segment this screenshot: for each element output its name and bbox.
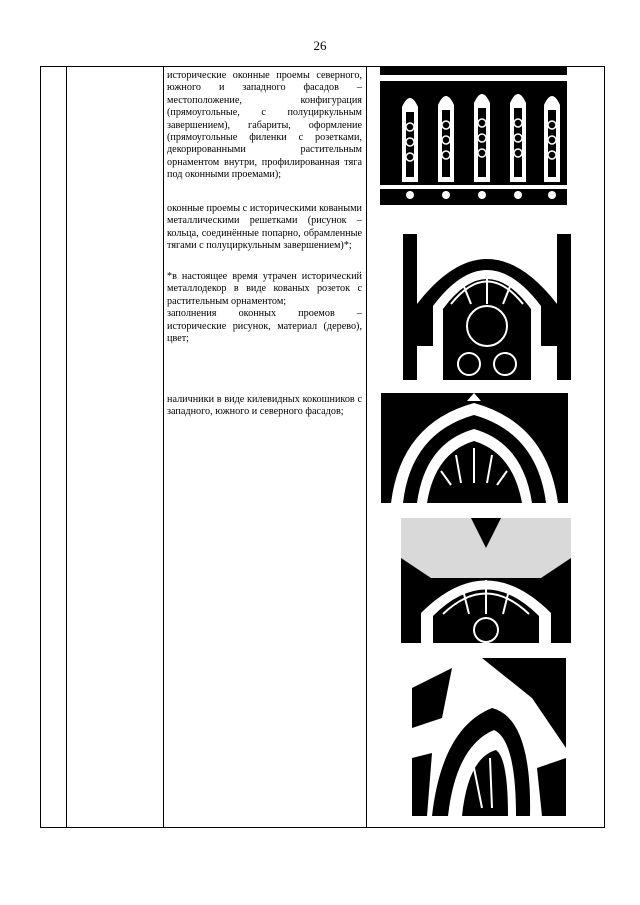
photo-window-grille bbox=[403, 234, 571, 380]
description-grilles bbox=[167, 203, 362, 253]
description-lost-note bbox=[167, 271, 362, 345]
photo-window-arcade bbox=[380, 67, 567, 205]
lost-note-text: *в настоящее время утрачен исторический металлодекор в виде кованых розеток с растительным орнаментом; bbox=[167, 271, 362, 307]
column-divider-1 bbox=[66, 67, 67, 827]
description-windows bbox=[167, 70, 362, 182]
fillings-text: заполнения оконных проемов – исторические рисунок, материал (дерево), цвет; bbox=[167, 308, 362, 345]
photo-window-dome bbox=[401, 518, 571, 643]
photo-kokoshnik-side bbox=[412, 658, 566, 816]
description-casings bbox=[167, 394, 362, 419]
column-divider-3 bbox=[366, 67, 367, 827]
photo-kokoshnik-casing bbox=[381, 393, 568, 503]
windows-text: исторические оконные проемы северного, южного и западного фасадов – местоположение, конфигурация (прямоугольные, с полуциркульным завершением), габариты, оформление (прямоугольные филенки с розетками, декорированными растительным орнаментом внутри, профилированная тяга под оконными проемами); bbox=[167, 70, 362, 181]
column-divider-2 bbox=[163, 67, 164, 827]
page-number: 26 bbox=[313, 38, 327, 53]
grilles-text: оконные проемы с историческими коваными металлическими решетками (рисунок – кольца, соединённые попарно, обрамленные тягами с полуциркульным завершением)*; bbox=[167, 203, 362, 252]
casings-text: наличники в виде килевидных кокошников с западного, южного и северного фасадов; bbox=[167, 394, 362, 418]
